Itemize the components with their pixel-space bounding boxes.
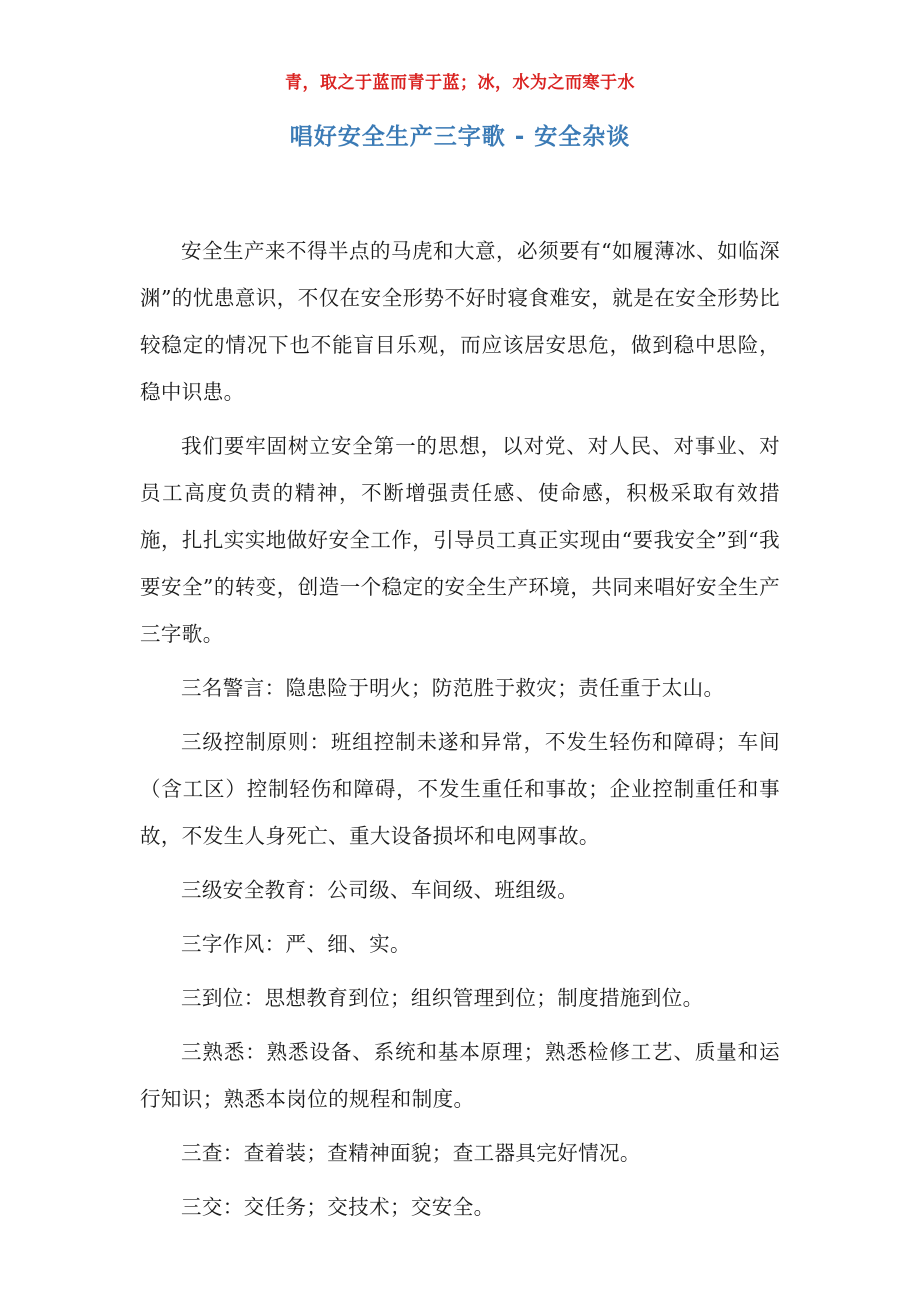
- paragraph: 安全生产来不得半点的马虎和大意，必须要有“如履薄冰、如临深渊”的忧患意识，不仅在安全形势不好时寝食难安，就是在安全形势比较稳定的情况下也不能盲目乐观，而应该居安思危，做到稳中思险，稳中识患。: [140, 239, 780, 404]
- paragraph: 三级控制原则：班组控制未遂和异常，不发生轻伤和障碍；车间（含工区）控制轻伤和障碍，不发生重任和事故；企业控制重任和事故，不发生人身死亡、重大设备损坏和电网事故。: [140, 730, 780, 848]
- document-title: 唱好安全生产三字歌 - 安全杂谈: [289, 124, 631, 150]
- paragraph: 三到位：思想教育到位；组织管理到位；制度措施到位。: [181, 986, 704, 1010]
- document-body: [140, 228, 780, 1238]
- paragraph: 我们要牢固树立安全第一的思想，以对党、对人民、对事业、对员工高度负责的精神，不断增强责任感、使命感，积极采取有效措施，扎扎实实地做好安全工作，引导员工真正实现由“要我安全”到“我要安全”的转变，创造一个稳定的安全生产环境，共同来唱好安全生产三字歌。: [140, 434, 780, 646]
- paragraph: 三查：查着装；查精神面貌；查工器具完好情况。: [181, 1141, 641, 1165]
- paragraph: 三熟悉：熟悉设备、系统和基本原理；熟悉检修工艺、质量和运行知识；熟悉本岗位的规程和制度。: [140, 1040, 780, 1111]
- paragraph: 三字作风：严、细、实。: [181, 932, 411, 956]
- paragraph: 三名警言：隐患险于明火；防范胜于救灾；责任重于太山。: [181, 676, 725, 700]
- paragraph: 三级安全教育：公司级、车间级、班组级。: [181, 878, 579, 902]
- header-motto: 青，取之于蓝而青于蓝；冰，水为之而寒于水: [285, 73, 635, 93]
- paragraph: 三交：交任务；交技术；交安全。: [181, 1195, 495, 1219]
